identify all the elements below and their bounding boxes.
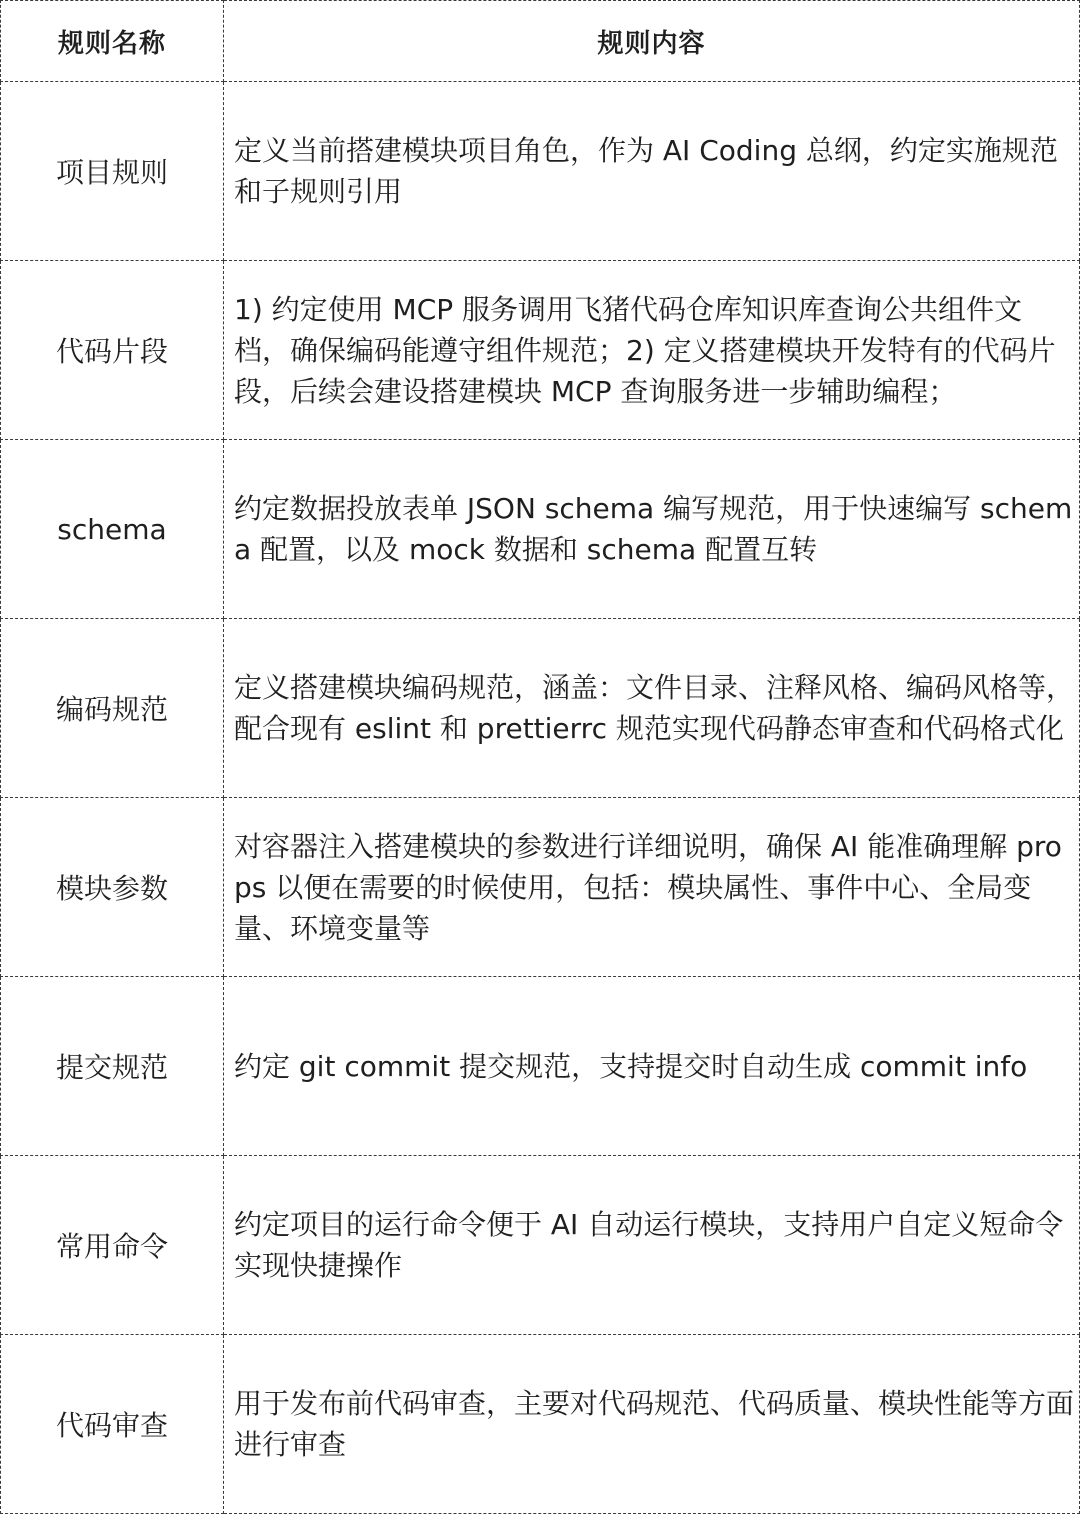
rule-content-text: 用于发布前代码审查，主要对代码规范、代码质量、模块性能等方面进行审查: [234, 1387, 1075, 1461]
rule-name-cell: 提交规范: [1, 977, 224, 1156]
rule-name-cell: schema: [1, 440, 224, 619]
table-row: [1, 619, 1080, 798]
table-row: [1, 977, 1080, 1156]
table-row: [1, 261, 1080, 440]
table-row: [1, 82, 1080, 261]
rule-content-cell: [224, 798, 1080, 977]
rule-content-cell: [224, 977, 1080, 1156]
rule-content-cell: [224, 1335, 1080, 1514]
header-rule-name: 规则名称: [1, 1, 224, 82]
rule-content-text: 约定数据投放表单 JSON schema 编写规范，用于快速编写 schema 配置，以及 mock 数据和 schema 配置互转: [234, 492, 1073, 566]
table-row: [1, 1156, 1080, 1335]
rule-content-cell: [224, 1156, 1080, 1335]
rule-name-cell: 代码审查: [1, 1335, 224, 1514]
table-row: [1, 1335, 1080, 1514]
rule-content-text: 约定项目的运行命令便于 AI 自动运行模块，支持用户自定义短命令实现快捷操作: [234, 1208, 1064, 1282]
rule-content-text: 约定 git commit 提交规范，支持提交时自动生成 commit info: [234, 1049, 1028, 1083]
table-header-row: [1, 1, 1080, 82]
rule-content-cell: [224, 440, 1080, 619]
table-row: [1, 440, 1080, 619]
rule-content-text: 1) 约定使用 MCP 服务调用飞猪代码仓库知识库查询公共组件文档，确保编码能遵守组件规范；2) 定义搭建模块开发特有的代码片段，后续会建设搭建模块 MCP 查询服务进一步辅助编程；: [234, 292, 1056, 408]
rule-content-cell: [224, 82, 1080, 261]
rule-content-text: 定义当前搭建模块项目角色，作为 AI Coding 总纲，约定实施规范和子规则引用: [234, 134, 1058, 208]
rule-name-cell: 编码规范: [1, 619, 224, 798]
rule-name-cell: 代码片段: [1, 261, 224, 440]
rule-content-cell: [224, 619, 1080, 798]
rule-name-cell: 模块参数: [1, 798, 224, 977]
table-row: [1, 798, 1080, 977]
rule-content-text: 对容器注入搭建模块的参数进行详细说明，确保 AI 能准确理解 props 以便在需要的时候使用，包括：模块属性、事件中心、全局变量、环境变量等: [234, 829, 1062, 945]
rule-content-cell: [224, 261, 1080, 440]
rule-name-cell: 项目规则: [1, 82, 224, 261]
rule-content-text: 定义搭建模块编码规范，涵盖：文件目录、注释风格、编码风格等，配合现有 eslint 和 prettierrc 规范实现代码静态审查和代码格式化: [234, 671, 1075, 745]
rule-name-cell: 常用命令: [1, 1156, 224, 1335]
header-rule-content: 规则内容: [224, 1, 1080, 82]
